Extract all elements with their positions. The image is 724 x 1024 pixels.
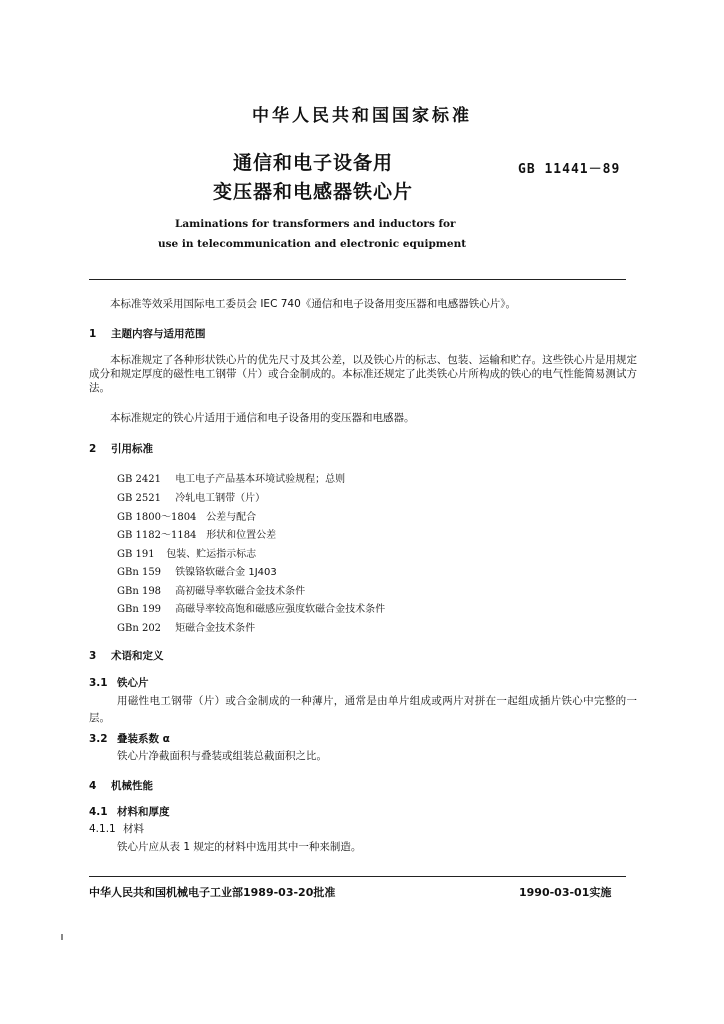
reference-code: GB 191	[117, 549, 155, 560]
reference-title: 形状和位置公差	[206, 530, 277, 541]
reference-title: 高磁导率较高饱和磁感应强度软磁合金技术条件	[175, 604, 386, 615]
effective-date: 1990-03-01实施	[519, 886, 612, 899]
subsection-3-2-title: 叠装系数 α	[117, 733, 170, 745]
section-3-number: 3	[89, 650, 97, 662]
national-standard-heading: 中华人民共和国国家标准	[252, 106, 472, 126]
footer-divider	[89, 876, 626, 877]
reference-item	[117, 470, 345, 485]
reference-code: GBn 199	[117, 604, 162, 615]
subsection-3-1-number: 3.1	[89, 677, 108, 689]
section-3-title: 术语和定义	[111, 650, 164, 662]
reference-item	[117, 545, 256, 560]
reference-item	[117, 489, 265, 504]
section-2-title: 引用标准	[111, 443, 153, 455]
section-4-title: 机械性能	[111, 780, 153, 792]
reference-title: 包装、贮运指示标志	[166, 549, 257, 560]
subsection-3-2-number: 3.2	[89, 733, 108, 745]
reference-code: GBn 159	[117, 567, 162, 578]
subsection-3-2-heading	[89, 731, 170, 746]
section-1-paragraph-2: 本标准规定的铁心片适用于通信和电子设备用的变压器和电感器。	[110, 412, 415, 424]
subsection-3-1-text: 用磁性电工钢带（片）或合金制成的一种薄片，通常是由单片组成或两片对拼在一起组成插片铁心中完整的一层。	[89, 695, 637, 724]
subsection-4-1-1-number: 4.1.1	[89, 823, 116, 835]
reference-item	[117, 526, 276, 541]
subsection-4-1-1-title: 材料	[123, 823, 144, 835]
section-2-heading	[89, 441, 153, 456]
reference-item	[117, 582, 305, 597]
section-3-heading	[89, 648, 164, 663]
reference-code: GB 1800～1804	[117, 512, 197, 523]
subsection-4-1-1-text: 铁心片应从表 1 规定的材料中选用其中一种来制造。	[117, 841, 362, 853]
reference-title: 电工电子产品基本环境试验规程；总则	[175, 474, 346, 485]
subsection-3-2-text: 铁心片净截面积与叠装或组装总截面积之比。	[117, 750, 327, 762]
reference-code: GBn 198	[117, 586, 162, 597]
reference-title: 公差与配合	[206, 512, 257, 523]
reference-code: GB 1182～1184	[117, 530, 197, 541]
section-1-title: 主题内容与适用范围	[111, 328, 206, 340]
reference-code: GBn 202	[117, 623, 162, 634]
subsection-4-1-number: 4.1	[89, 806, 108, 818]
section-1-number: 1	[89, 328, 97, 340]
reference-code: GB 2521	[117, 493, 161, 504]
section-1-heading	[89, 326, 206, 341]
intro-paragraph: 本标准等效采用国际电工委员会 IEC 740《通信和电子设备用变压器和电感器铁心片》。	[110, 298, 517, 310]
subsection-3-1-title: 铁心片	[117, 677, 149, 689]
section-4-heading	[89, 778, 153, 793]
subsection-3-1-heading	[89, 675, 149, 690]
english-title-line-2: use in telecommunication and electronic equipment	[158, 238, 467, 250]
approval-line: 中华人民共和国机械电子工业部1989-03-20批准	[89, 886, 336, 899]
reference-code: GB 2421	[117, 474, 161, 485]
english-title-line-1: Laminations for transformers and inductors for	[175, 218, 456, 230]
section-4-number: 4	[89, 780, 97, 792]
reference-item	[117, 600, 385, 615]
reference-item	[117, 619, 255, 634]
reference-item	[117, 508, 256, 523]
title-line-1: 通信和电子设备用	[233, 152, 394, 174]
section-1-paragraph-1: 本标准规定了各种形状铁心片的优先尺寸及其公差，以及铁心片的标志、包装、运输和贮存。这些铁心片是用规定成分和规定厚度的磁性电工钢带（片）或合金制成的。本标准还规定了此类铁心片所构成的铁心的电气性能简易测试方法。	[89, 354, 637, 394]
reference-title: 铁镍铬软磁合金 1J403	[175, 567, 277, 578]
reference-item	[117, 563, 277, 578]
reference-title: 矩磁合金技术条件	[175, 623, 256, 634]
title-line-2: 变压器和电感器铁心片	[213, 181, 414, 203]
standard-code: GB 11441－89	[518, 162, 621, 177]
reference-title: 冷轧电工钢带（片）	[175, 493, 266, 504]
subsection-4-1-heading	[89, 804, 170, 819]
header-divider	[89, 279, 626, 280]
subsection-4-1-1-heading	[89, 822, 144, 836]
reference-title: 高初磁导率软磁合金技术条件	[175, 586, 306, 597]
section-2-number: 2	[89, 443, 97, 455]
subsection-4-1-title: 材料和厚度	[117, 806, 170, 818]
scan-artifact	[61, 934, 63, 940]
